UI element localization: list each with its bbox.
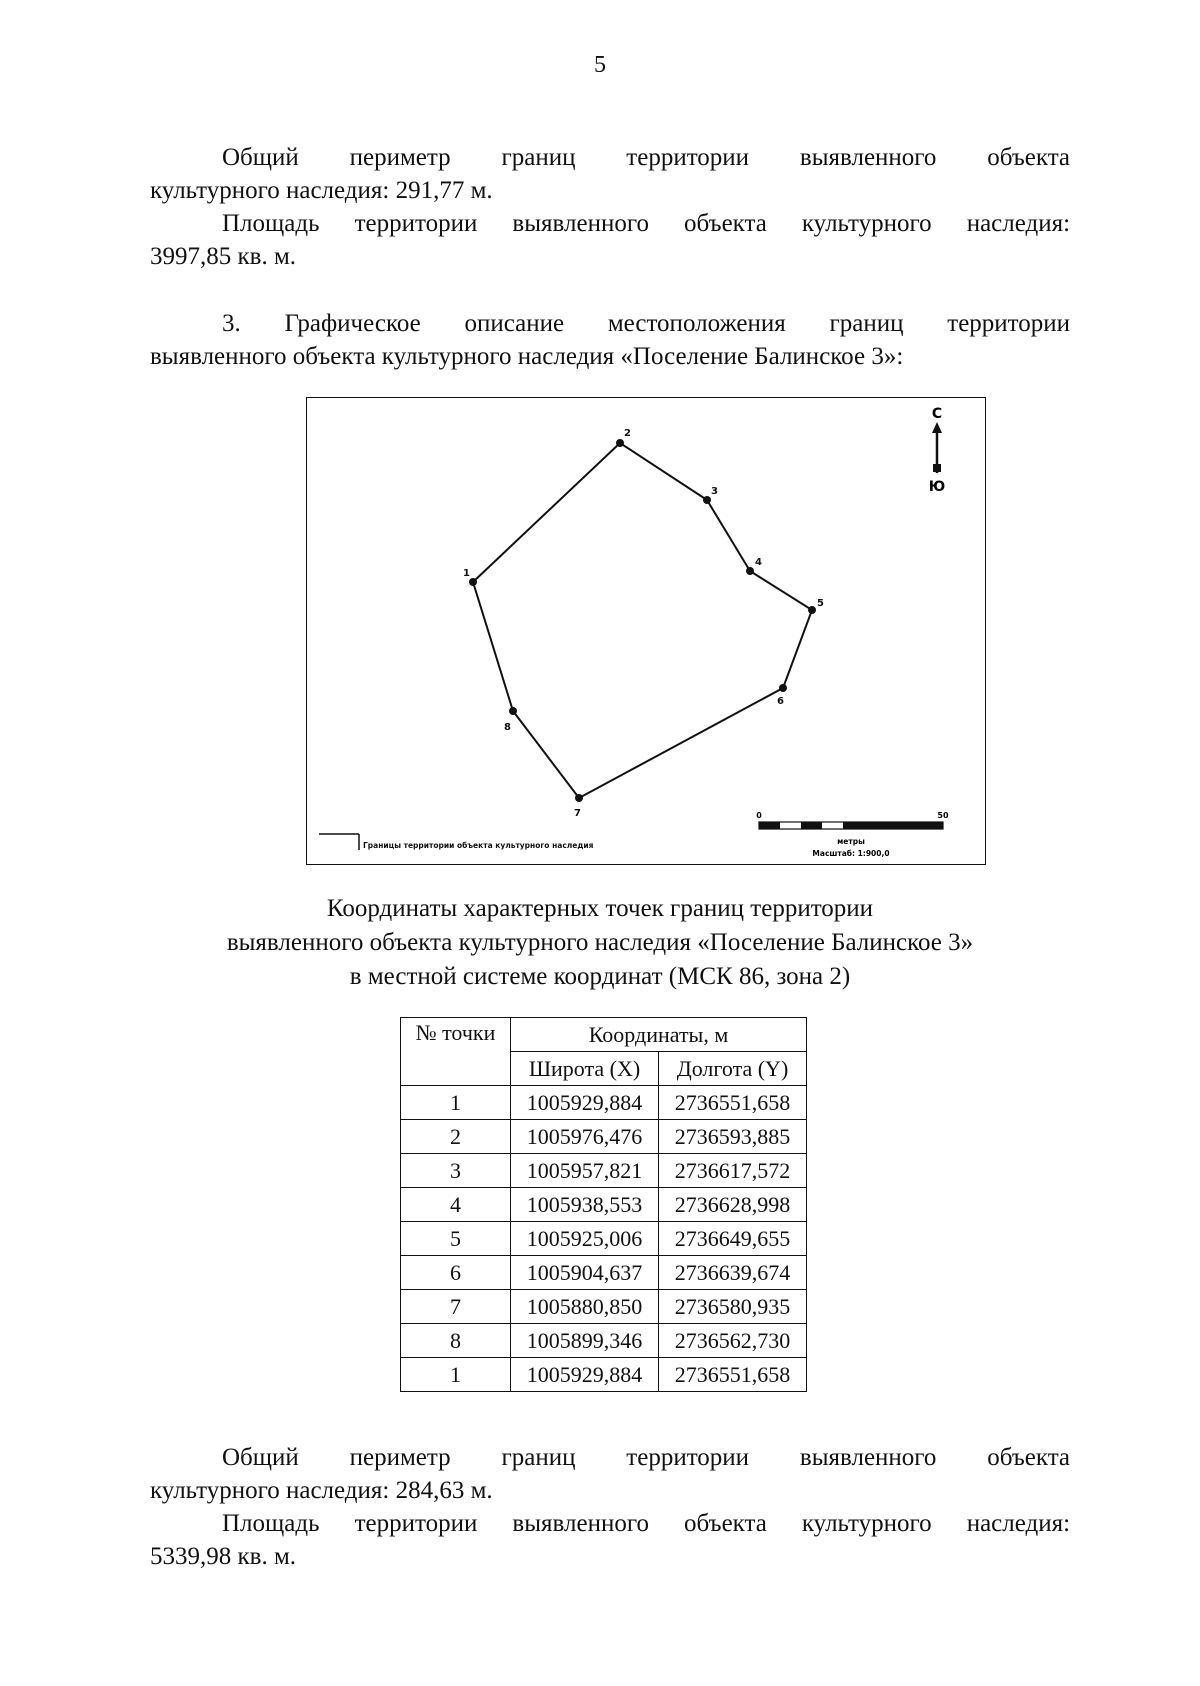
word: территории — [626, 1444, 750, 1471]
cell-x: 1005957,821 — [511, 1154, 659, 1188]
north-arrow — [929, 406, 945, 495]
boundary-map — [306, 397, 986, 865]
cell-x: 1005929,884 — [511, 1086, 659, 1120]
word: периметр — [349, 1444, 451, 1471]
cell-y: 2736649,655 — [659, 1222, 807, 1256]
cell-y: 2736551,658 — [659, 1086, 807, 1120]
paragraph-line — [150, 1507, 1070, 1540]
boundary-point-1 — [469, 578, 477, 586]
table-row — [401, 1154, 807, 1188]
paragraph-line — [150, 1441, 1070, 1474]
caption-line: выявленного объекта культурного наследия «Поселение Балинское 3» — [226, 929, 974, 956]
scale-bar-seg — [759, 822, 780, 829]
boundary-point-7 — [575, 794, 583, 802]
north-label: С — [931, 406, 943, 422]
word: культурного — [801, 1510, 932, 1537]
point-label-5: 5 — [817, 598, 824, 609]
word: территории — [947, 310, 1071, 337]
map-legend — [319, 834, 594, 850]
scale-bar — [756, 811, 949, 858]
boundary-map-drawing — [307, 398, 984, 863]
word: местоположения — [607, 310, 786, 337]
table-row — [401, 1086, 807, 1120]
boundary-point-3 — [703, 496, 711, 504]
header-y: Долгота (Y) — [659, 1052, 807, 1086]
word: границ — [501, 1444, 576, 1471]
caption-line: в местной системе координат (МСК 86, зона 2) — [349, 963, 851, 990]
word: наследия: — [966, 1510, 1071, 1537]
table-row — [401, 1256, 807, 1290]
word: Площадь — [222, 210, 320, 237]
word: выявленного — [799, 1444, 937, 1471]
area-paragraph-1 — [150, 207, 1070, 273]
section-3-heading — [150, 307, 1070, 373]
point-label-7: 7 — [574, 808, 581, 819]
north-arrow-head — [932, 422, 942, 433]
word: культурного — [801, 210, 932, 237]
cell-point: 1 — [401, 1358, 511, 1392]
paragraph-line: культурного наследия: 291,77 м. — [150, 177, 493, 204]
boundary-point-6 — [779, 684, 787, 692]
cell-y: 2736562,730 — [659, 1324, 807, 1358]
word: наследия: — [966, 210, 1071, 237]
word: выявленного — [799, 144, 937, 171]
word: объекта — [684, 1510, 767, 1537]
cell-point: 3 — [401, 1154, 511, 1188]
table-row — [401, 1188, 807, 1222]
table-caption — [0, 892, 1200, 994]
caption-line: Координаты характерных точек границ территории — [326, 895, 874, 922]
south-label: Ю — [928, 479, 946, 495]
table-row — [401, 1358, 807, 1392]
word: территории — [626, 144, 750, 171]
paragraph-line: 3997,85 кв. м. — [150, 243, 297, 270]
word: выявленного — [512, 210, 649, 237]
word: границ — [501, 144, 576, 171]
word: описание — [464, 310, 565, 337]
word: Общий — [222, 144, 299, 171]
table-row — [401, 1290, 807, 1324]
cell-y: 2736593,885 — [659, 1120, 807, 1154]
area-paragraph-2 — [150, 1507, 1070, 1573]
word: объекта — [684, 210, 767, 237]
header-coordinates: Координаты, м — [511, 1018, 807, 1052]
paragraph-line — [150, 307, 1070, 340]
word: Площадь — [222, 1510, 320, 1537]
scale-bar-seg — [801, 822, 822, 829]
scale-ratio: Масштаб: 1:900,0 — [812, 849, 890, 858]
boundary-point-4 — [746, 567, 754, 575]
cell-x: 1005880,850 — [511, 1290, 659, 1324]
table-header-row — [401, 1018, 807, 1052]
table-row — [401, 1324, 807, 1358]
cell-point: 4 — [401, 1188, 511, 1222]
cell-y: 2736628,998 — [659, 1188, 807, 1222]
scale-end-label: 50 — [937, 811, 949, 820]
header-point: № точки — [401, 1018, 511, 1086]
cell-y: 2736551,658 — [659, 1358, 807, 1392]
paragraph-line — [150, 141, 1070, 174]
cell-point: 8 — [401, 1324, 511, 1358]
cell-point: 2 — [401, 1120, 511, 1154]
paragraph-line: 5339,98 кв. м. — [150, 1543, 297, 1570]
header-x: Широта (X) — [511, 1052, 659, 1086]
cell-x: 1005938,553 — [511, 1188, 659, 1222]
table-row — [401, 1120, 807, 1154]
coordinates-table — [400, 1017, 807, 1392]
section-number: 3. — [222, 310, 241, 337]
word: объекта — [987, 144, 1071, 171]
scale-units: метры — [837, 837, 865, 846]
cell-x: 1005929,884 — [511, 1358, 659, 1392]
perimeter-paragraph-1 — [150, 141, 1070, 207]
cell-x: 1005904,637 — [511, 1256, 659, 1290]
point-label-2: 2 — [624, 428, 631, 439]
cell-point: 7 — [401, 1290, 511, 1324]
point-label-3: 3 — [711, 486, 718, 497]
point-label-4: 4 — [755, 557, 762, 568]
cell-point: 5 — [401, 1222, 511, 1256]
table-row — [401, 1222, 807, 1256]
legend-text: Границы территории объекта культурного наследия — [363, 841, 594, 850]
word: Графическое — [284, 310, 421, 337]
boundary-polygon — [473, 443, 812, 798]
paragraph-line — [150, 207, 1070, 240]
paragraph-line: культурного наследия: 284,63 м. — [150, 1477, 493, 1504]
page-number: 5 — [594, 52, 606, 78]
scale-start-label: 0 — [756, 811, 762, 820]
north-arrow-base — [933, 464, 941, 472]
cell-x: 1005899,346 — [511, 1324, 659, 1358]
point-label-1: 1 — [463, 568, 470, 579]
word: выявленного — [512, 1510, 649, 1537]
cell-x: 1005976,476 — [511, 1120, 659, 1154]
word: границ — [829, 310, 904, 337]
word: территории — [354, 210, 478, 237]
cell-point: 6 — [401, 1256, 511, 1290]
point-label-8: 8 — [504, 722, 511, 733]
cell-y: 2736617,572 — [659, 1154, 807, 1188]
boundary-point-2 — [616, 439, 624, 447]
cell-point: 1 — [401, 1086, 511, 1120]
perimeter-paragraph-2 — [150, 1441, 1070, 1507]
point-label-6: 6 — [777, 696, 784, 707]
boundary-point-8 — [509, 707, 517, 715]
word: Общий — [222, 1444, 299, 1471]
word: периметр — [349, 144, 451, 171]
scale-bar-seg — [843, 822, 943, 829]
word: территории — [354, 1510, 478, 1537]
cell-y: 2736639,674 — [659, 1256, 807, 1290]
cell-y: 2736580,935 — [659, 1290, 807, 1324]
cell-x: 1005925,006 — [511, 1222, 659, 1256]
boundary-point-5 — [808, 606, 816, 614]
paragraph-line: выявленного объекта культурного наследия «Поселение Балинское 3»: — [150, 343, 904, 370]
word: объекта — [987, 1444, 1071, 1471]
